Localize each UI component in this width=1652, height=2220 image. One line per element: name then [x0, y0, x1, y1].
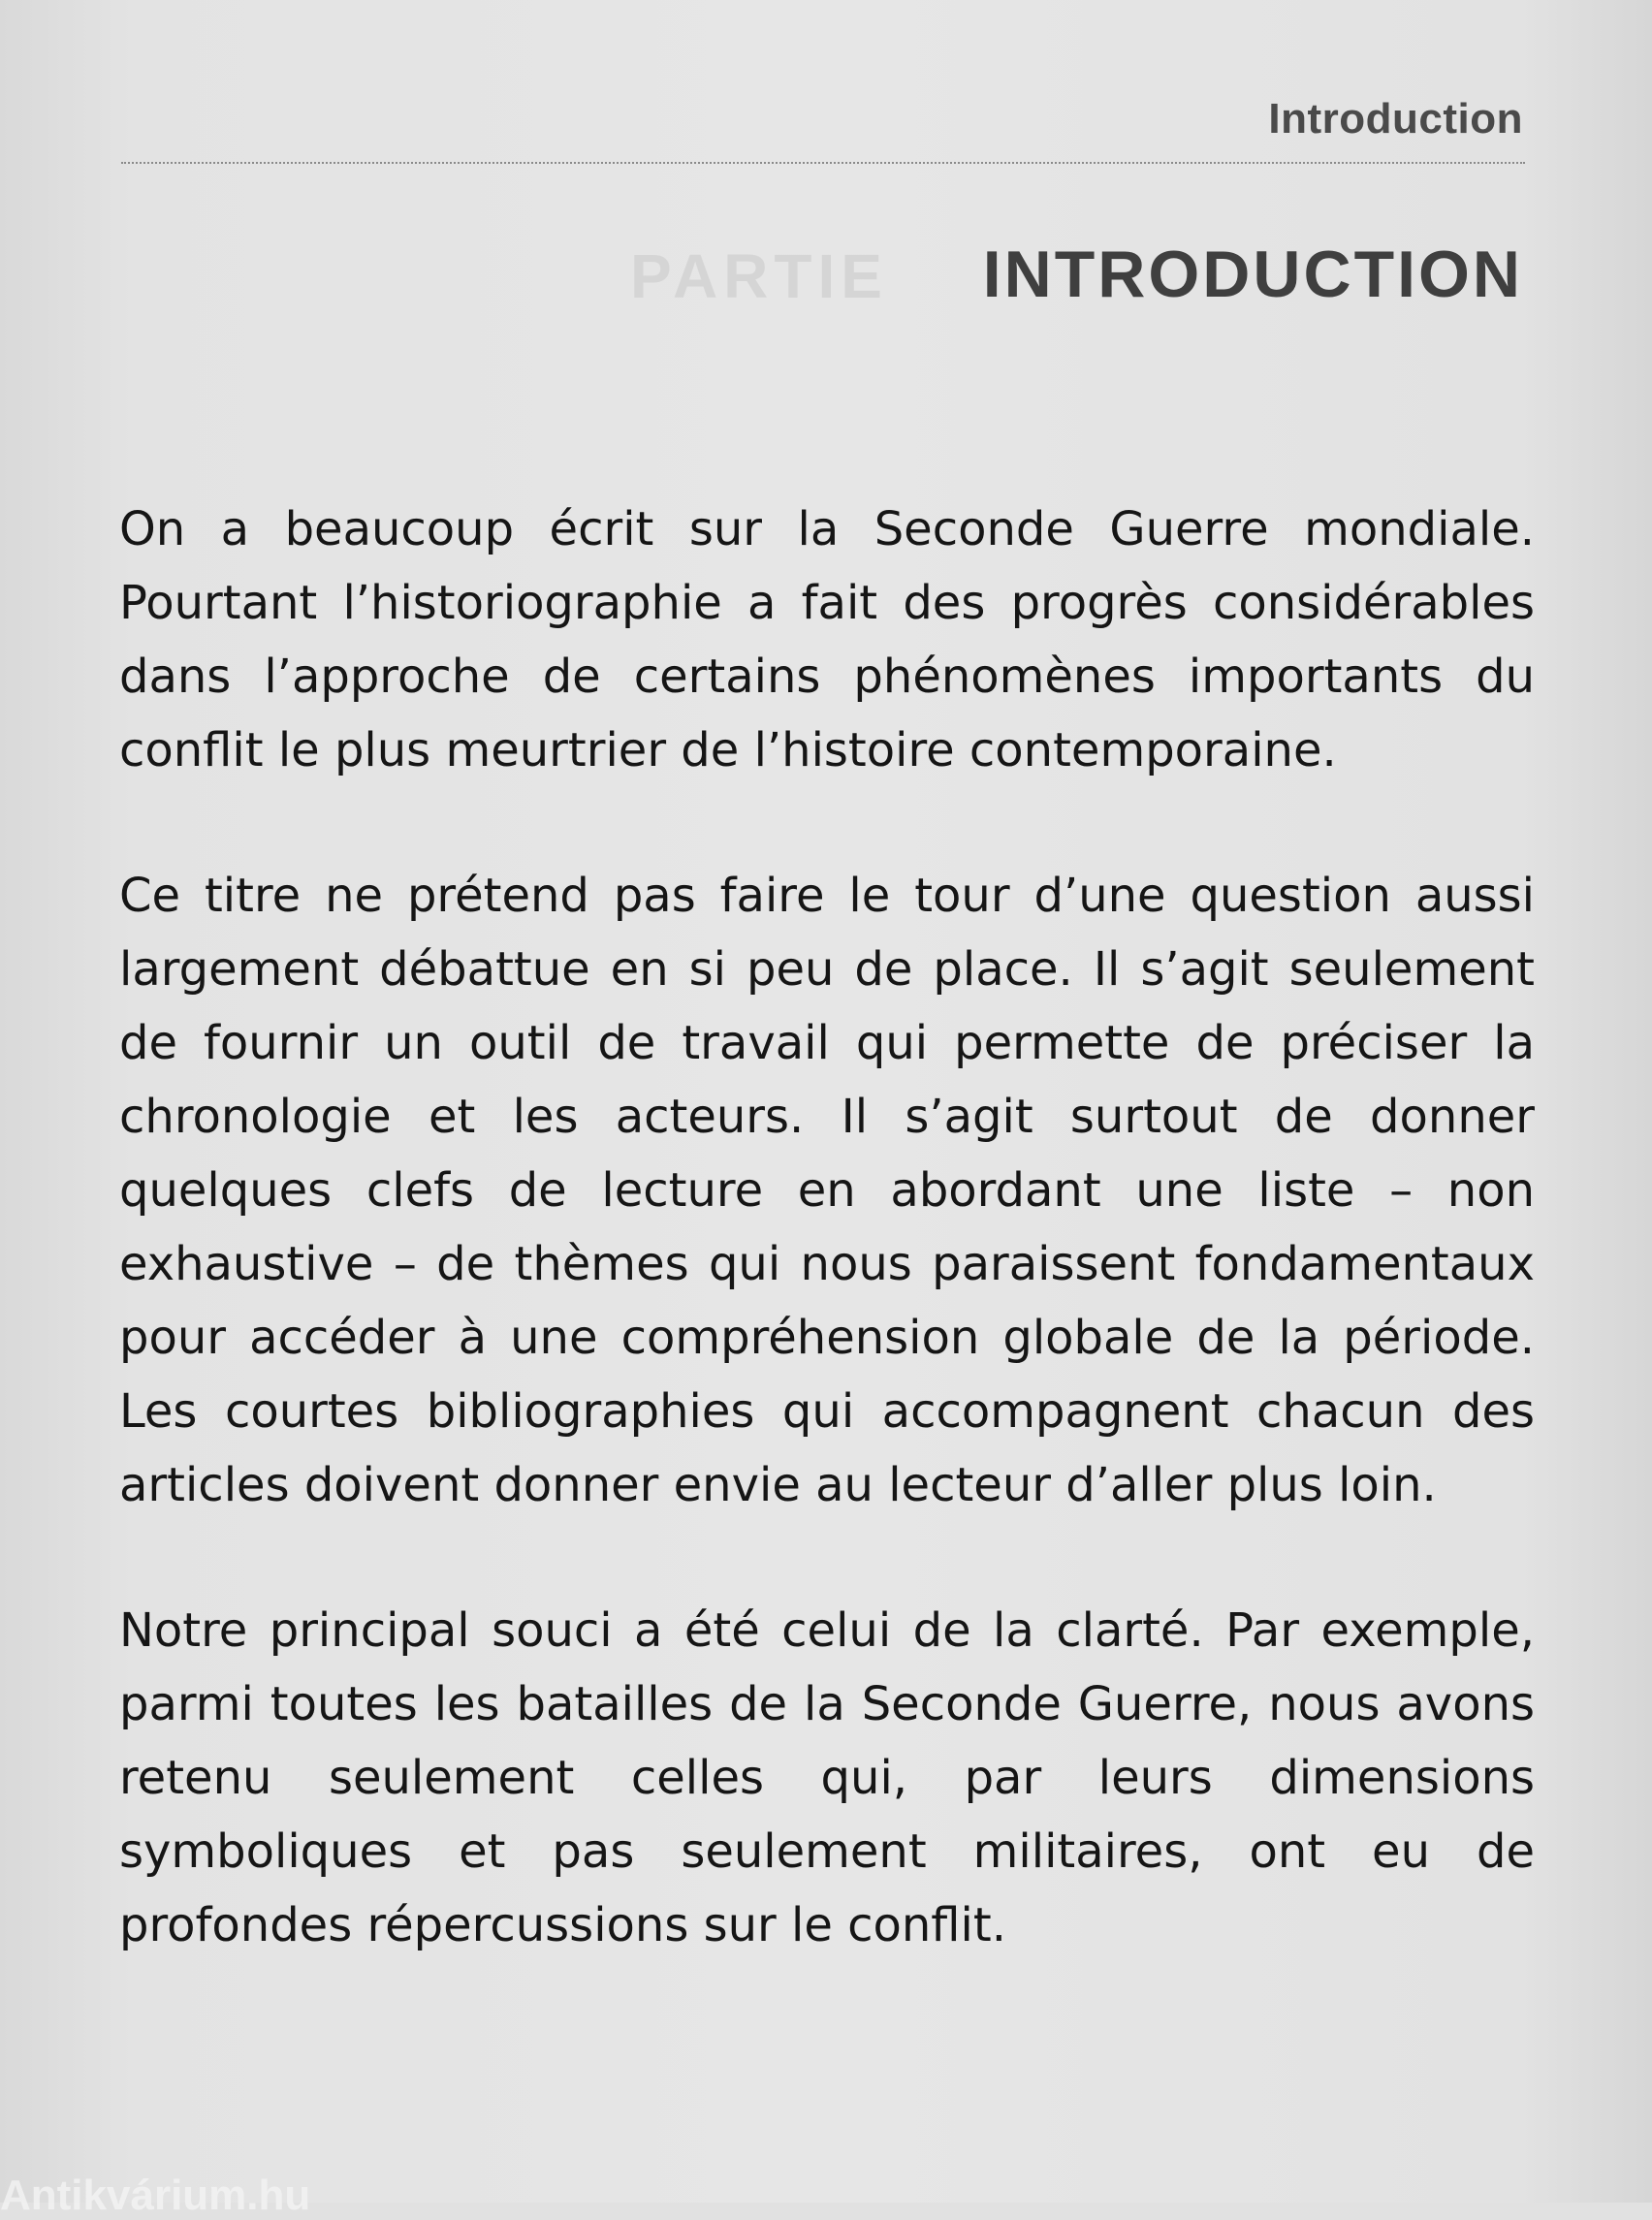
header-rule	[121, 162, 1525, 164]
chapter-title: INTRODUCTION	[982, 238, 1523, 311]
paragraph-2: Ce titre ne prétend pas faire le tour d’une question aussi largement débattue en si peu de place. Il s’agit seulement de fournir un outil de travail qui permette de préciser la chronologie et les acteurs. Il s’agit surtout de donner quelques clefs de lecture en abordant une liste – non exhaustive – de thèmes qui nous paraissent fondamentaux pour accéder à une compréhension globale de la période. Les courtes bibliographies qui accompagnent chacun des articles doivent donner envie au lecteur d’aller plus loin.	[119, 869, 1535, 1512]
watermark: Antikvárium.hu	[0, 2172, 311, 2219]
ghost-show-through-title: PARTIE	[630, 241, 888, 311]
body-text	[119, 492, 1535, 2034]
paragraph-3: Notre principal souci a été celui de la clarté. Par exemple, parmi toutes les batailles de la Seconde Guerre, nous avons retenu seulement celles qui, par leurs dimensions symboliques et pas seulement militaires, ont eu de profondes répercussions sur le conflit.	[119, 1603, 1535, 1952]
paragraph-1: On a beaucoup écrit sur la Seconde Guerre mondiale. Pourtant l’historiographie a fait des progrès considérables dans l’approche de certains phénomènes importants du conflit le plus meurtrier de l’histoire contemporaine.	[119, 502, 1535, 777]
running-header: Introduction	[1268, 95, 1523, 143]
